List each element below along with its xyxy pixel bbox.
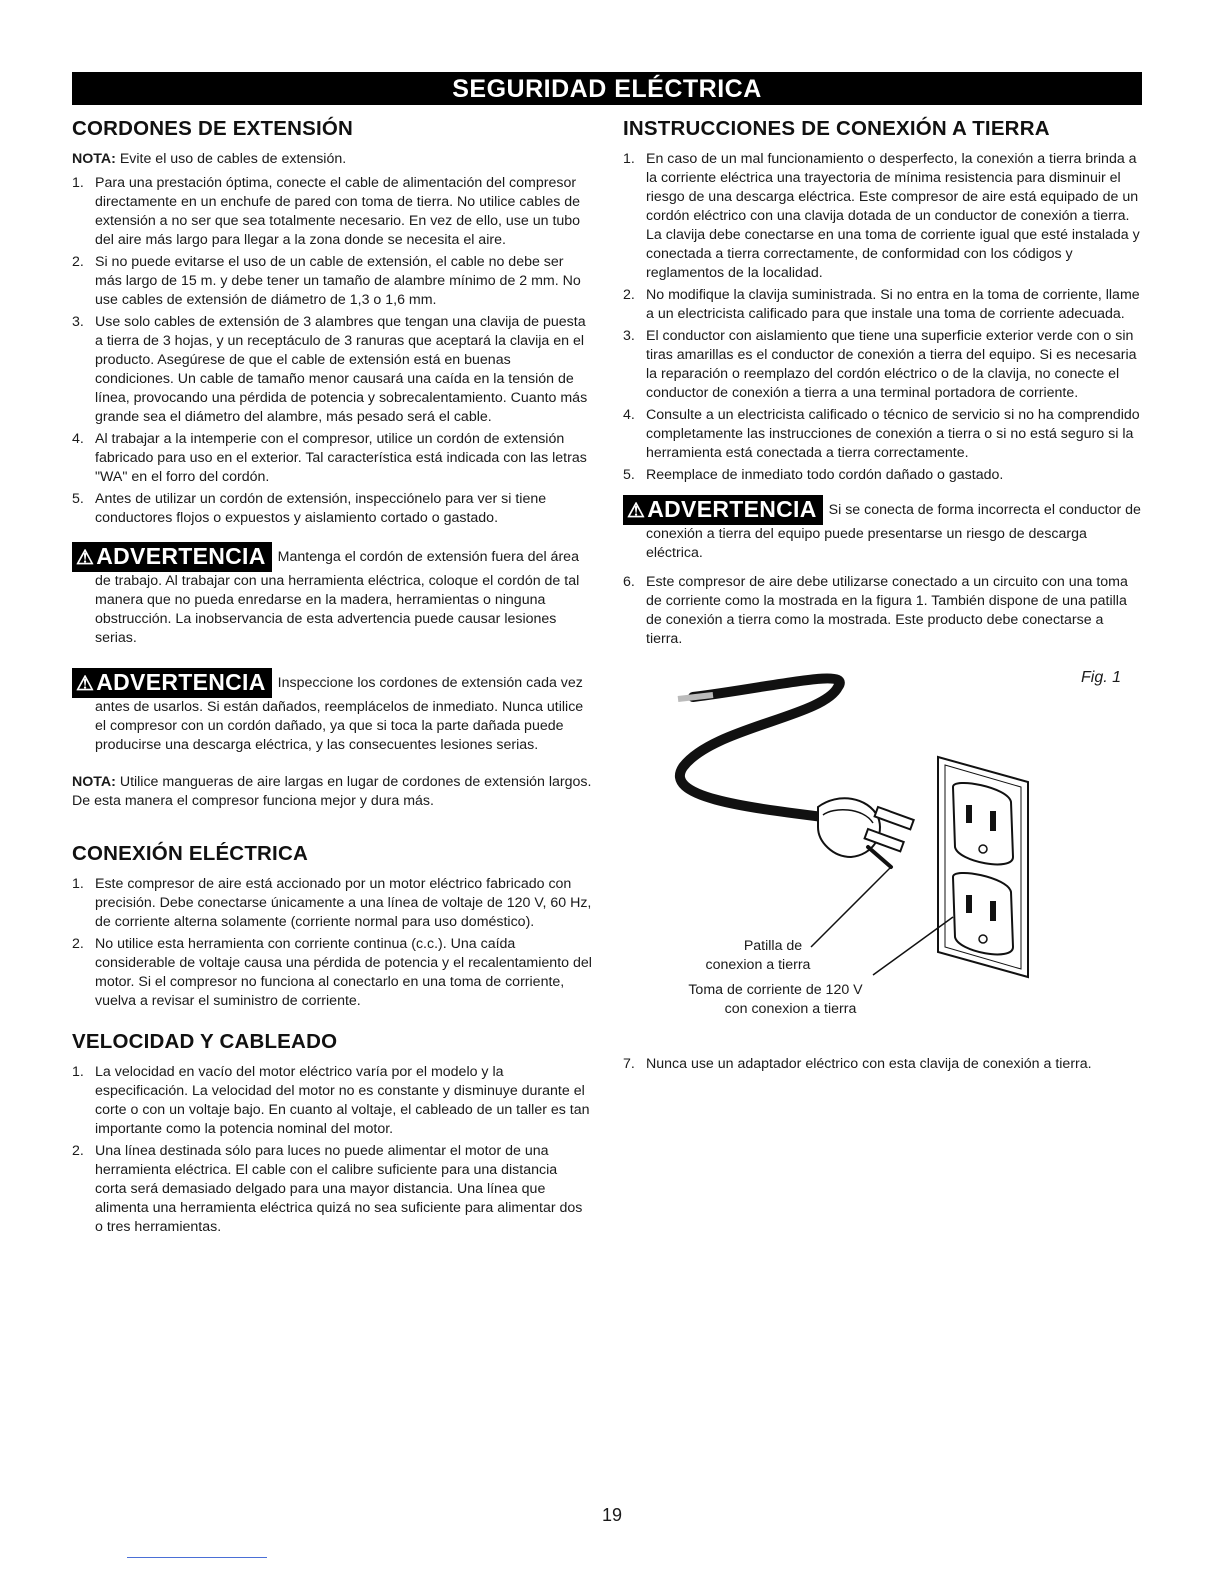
speed-list — [72, 1063, 592, 1237]
list-item: 5. Antes de utilizar un cordón de extensión, inspecciónelo para ver si tiene conductores flojos o expuestos y aislamiento cortado o gastado. — [72, 491, 547, 526]
list-item: 1. Para una prestación óptima, conecte el cable de alimentación del compresor directamente en un enchufe de pared con toma de tierra. No utilice cables de extensión a no ser que sea totalmente necesario. En vez de ello, use un tubo del aire más largo para llegar a la zona donde se necesita el aire. — [72, 175, 581, 248]
list-item: 2. No modifique la clavija suministrada. Si no entra en la toma de corriente, llame a un electricista calificado para que instale una toma de corriente adecuada. — [623, 287, 1140, 322]
list-item: 1. En caso de un mal funcionamiento o desperfecto, la conexión a tierra brinda a la corriente eléctrica una trayectoria de mínima resistencia para disminuir el riesgo de una descarga eléctrica. Este compresor de aire está equipado de un cordón eléctrico con una clavija dotada de un conductor de conexión a tierra. La clavija debe conectarse en una toma de corriente igual que esté instalada y conectada a tierra correctamente, de conformidad con los códigos y reglamentos de la localidad. — [623, 151, 1140, 281]
list-item: 5. Reemplace de inmediato todo cordón dañado o gastado. — [623, 467, 1004, 483]
list-item: 6. Este compresor de aire debe utilizarse conectado a un circuito con una toma de corriente como la mostrada en la figura 1. También dispone de una patilla de conexión a tierra como la mostrada. Este producto debe conectarse a tierra. — [623, 574, 1128, 647]
figure-1 — [623, 657, 1143, 1037]
list-item: 3. El conductor con aislamiento que tiene una superficie exterior verde con o sin tiras amarillas es el conductor de conexión a tierra del equipo. Si es necesaria la reparación o reemplazo del cordón eléctrico o de la clavija, no conecte el conductor de conexión a tierra a una terminal portadora de corriente. — [623, 328, 1137, 401]
left-column — [72, 116, 592, 1240]
warning-badge: ⚠ADVERTENCIA — [72, 542, 272, 572]
power-cord — [680, 678, 840, 817]
list-item: 4. Consulte a un electricista calificado o técnico de servicio si no ha comprendido completamente las instrucciones de conexión a tierra o si no está seguro si la herramienta está conectada a tierra correctamente. — [623, 407, 1140, 461]
grounding-heading: INSTRUCCIONES DE CONEXIÓN A TIERRA — [623, 117, 1050, 140]
list-item: 3. Use solo cables de extensión de 3 alambres que tengan una clavija de puesta a tierra de 3 hojas, y un receptáculo de 3 ranuras que aceptará la clavija en el producto. Asegúrese de que el cable de extensión está en buenas condiciones. Un cable de tamaño menor causará una caída en la tensión de línea, provocando una pérdida de potencia y sobrecalentamiento. Cuanto más grande sea el diámetro del alambre, más pesado será el cable. — [72, 314, 588, 425]
warning-triangle-icon: ⚠ — [76, 673, 95, 695]
callout-outlet: Toma de corriente de 120 V con conexion a tierra — [688, 982, 863, 1017]
extension-cords-heading: CORDONES DE EXTENSIÓN — [72, 117, 353, 140]
section-banner: SEGURIDAD ELÉCTRICA — [72, 72, 1142, 105]
grounding-list-end — [623, 1055, 1143, 1074]
ground-pin — [868, 847, 891, 867]
warning-badge: ⚠ADVERTENCIA — [623, 495, 823, 525]
receptacle-top — [953, 783, 1013, 864]
list-item: 4. Al trabajar a la intemperie con el compresor, utilice un cordón de extensión fabricado para uso en el exterior. Tal característica está indicada con las letras "WA" en el forro del cordón. — [72, 431, 587, 485]
warning-block: ⚠ADVERTENCIA Mantenga el cordón de extensión fuera del área de trabajo. Al trabajar con una herramienta eléctrica, coloque el cordón de tal manera que no pueda enredarse en la madera, herramientas o ninguna obstrucción. La inobservancia de esta advertencia puede causar lesiones serias. — [72, 542, 592, 648]
extension-list — [72, 174, 592, 528]
list-item: 2. Si no puede evitarse el uso de un cable de extensión, el cable no debe ser más largo de 15 m. y debe tener un tamaño de alambre mínimo de 2 mm. No use cables de extensión de diámetro de 1,3 o 1,6 mm. — [72, 254, 581, 308]
right-column — [623, 116, 1143, 1077]
list-item: 7. Nunca use un adaptador eléctrico con esta clavija de conexión a tierra. — [623, 1056, 1092, 1072]
list-item: 1. Este compresor de aire está accionado por un motor eléctrico fabricado con precisión. Debe conectarse únicamente a una línea de voltaje de 120 V, 60 Hz, de corriente alterna solamente (corriente normal para uso doméstico). — [72, 876, 592, 930]
warning-block: ⚠ADVERTENCIA Si se conecta de forma incorrecta el conductor de conexión a tierra del equipo puede presentarse un riesgo de descarga eléctrica. — [623, 495, 1143, 563]
plug-outlet-illustration — [623, 657, 1143, 1037]
leader-line-pin — [811, 867, 891, 947]
list-item: 2. Una línea destinada sólo para luces no puede alimentar el motor de una herramienta eléctrica. El cable con el calibre suficiente para una distancia corta será demasiado delgado para una mayor distancia. Una línea que alimenta una herramienta eléctrica quizá no sea suficiente para alimentar dos o tres herramientas. — [72, 1143, 583, 1235]
warning-block: ⚠ADVERTENCIA Inspeccione los cordones de extensión cada vez antes de usarlos. Si están dañados, reemplácelos de inmediato. Nunca utilice el compresor con un cordón dañado, ya que si toca la parte dañada puede producirse una descarga eléctrica, y las consecuentes lesiones serias. — [72, 668, 592, 755]
figure-label: Fig. 1 — [1080, 669, 1121, 686]
page-number: 19 — [601, 1505, 623, 1525]
receptacle-bottom — [953, 873, 1013, 954]
electrical-connection-heading: CONEXIÓN ELÉCTRICA — [72, 842, 308, 865]
speed-wiring-heading: VELOCIDAD Y CABLEADO — [72, 1030, 338, 1053]
electrical-list — [72, 875, 592, 1011]
warning-triangle-icon: ⚠ — [76, 547, 95, 569]
list-item: 1. La velocidad en vacío del motor eléctrico varía por el modelo y la especificación. La velocidad del motor no es constante y disminuye durante el corte o con un voltaje bajo. En cuanto al voltaje, el cableado de un taller es tan importante como la potencia nominal del motor. — [72, 1064, 590, 1137]
list-item: 2. No utilice esta herramienta con corriente continua (c.c.). Una caída considerable de voltaje causa una pérdida de potencia y el recalentamiento del motor. Si el compresor no funciona al conectarlo en una toma de corriente, vuelva a revisar el suministro de corriente. — [72, 936, 592, 1009]
grounding-list-cont — [623, 573, 1143, 649]
footer-rule — [127, 1557, 267, 1558]
callout-ground-pin: Patilla de conexion a tierra — [705, 938, 811, 973]
warning-triangle-icon: ⚠ — [627, 500, 646, 522]
warning-badge: ⚠ADVERTENCIA — [72, 668, 272, 698]
extension-note-2: NOTA: Utilice mangueras de aire largas en lugar de cordones de extensión largos. De esta manera el compresor funciona mejor y dura más. — [72, 774, 592, 809]
extension-note: NOTA: Evite el uso de cables de extensión. — [72, 151, 347, 167]
grounding-list — [623, 150, 1143, 485]
